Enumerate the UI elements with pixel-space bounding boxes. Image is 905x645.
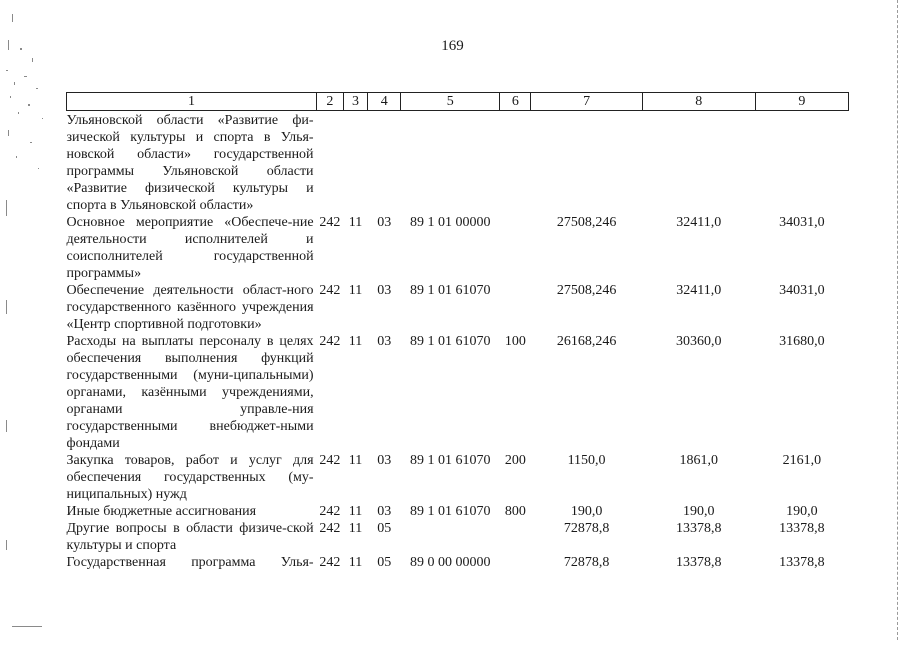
row-name: Обеспечение деятельности област-ного государственного казённого учреждения «Центр спортивной подготовки» xyxy=(66,283,314,332)
cell-amount-year-2 xyxy=(642,111,755,215)
cell-expense-type xyxy=(500,214,531,282)
header-col-5: 5 xyxy=(401,93,500,111)
header-col-4: 4 xyxy=(368,93,401,111)
cell-amount-year-1: 72878,8 xyxy=(563,521,610,536)
header-col-9: 9 xyxy=(755,93,848,111)
cell-target-article: 89 1 01 61070 xyxy=(410,453,491,468)
row-name: Государственная программа Улья- xyxy=(66,555,314,570)
table-row xyxy=(67,503,849,520)
budget-table xyxy=(66,92,849,571)
cell-target-article: 89 1 01 61070 xyxy=(410,283,491,298)
cell-amount-year-1: 190,0 xyxy=(570,504,603,519)
cell-ministry: 242 xyxy=(319,555,341,570)
header-col-7: 7 xyxy=(531,93,643,111)
row-name: Иные бюджетные ассигнования xyxy=(66,504,257,519)
cell-target-article: 89 0 00 00000 xyxy=(410,555,491,570)
cell-amount-year-3 xyxy=(755,111,848,215)
page-number: 169 xyxy=(441,38,464,54)
cell-expense-type xyxy=(500,282,531,333)
cell-amount-year-2: 13378,8 xyxy=(676,521,722,536)
cell-amount-year-1: 26168,246 xyxy=(556,334,617,349)
cell-target-article xyxy=(401,111,500,215)
cell-section: 11 xyxy=(348,504,363,519)
cell-amount-year-3: 34031,0 xyxy=(779,215,825,230)
table-row xyxy=(67,333,849,452)
header-col-6: 6 xyxy=(500,93,531,111)
cell-target-article: 89 1 01 61070 xyxy=(410,504,491,519)
cell-amount-year-1: 72878,8 xyxy=(563,555,610,570)
cell-subsection: 03 xyxy=(377,215,392,230)
cell-amount-year-2: 32411,0 xyxy=(676,215,722,230)
header-col-2: 2 xyxy=(317,93,344,111)
cell-ministry: 242 xyxy=(319,215,341,230)
row-name: Другие вопросы в области физиче-ской культуры и спорта xyxy=(66,521,314,553)
header-col-1: 1 xyxy=(67,93,317,111)
cell-amount-year-2: 32411,0 xyxy=(676,283,722,298)
cell-target-article: 89 1 01 00000 xyxy=(410,215,491,230)
cell-section: 11 xyxy=(348,555,363,570)
cell-amount-year-3: 13378,8 xyxy=(779,521,825,536)
cell-expense-type: 800 xyxy=(504,504,526,519)
cell-ministry: 242 xyxy=(319,521,341,536)
cell-amount-year-1: 27508,246 xyxy=(556,215,617,230)
cell-subsection: 03 xyxy=(377,283,392,298)
table-header-row xyxy=(67,93,849,111)
cell-section xyxy=(343,111,368,215)
cell-subsection xyxy=(368,111,401,215)
cell-amount-year-2: 190,0 xyxy=(683,504,715,519)
cell-amount-year-3: 2161,0 xyxy=(782,453,822,468)
cell-amount-year-1: 27508,246 xyxy=(556,283,617,298)
cell-subsection: 05 xyxy=(377,521,392,536)
cell-amount-year-3: 13378,8 xyxy=(779,555,825,570)
cell-expense-type: 200 xyxy=(504,453,526,468)
table-row xyxy=(67,111,849,215)
cell-expense-type: 100 xyxy=(504,334,526,349)
cell-target-article xyxy=(401,520,500,554)
cell-amount-year-1: 1150,0 xyxy=(567,453,606,468)
scan-left-edge-marks xyxy=(2,0,57,640)
cell-target-article: 89 1 01 61070 xyxy=(410,334,491,349)
cell-expense-type xyxy=(500,111,531,215)
cell-subsection: 03 xyxy=(377,504,392,519)
row-name: Ульяновской области «Развитие фи-зической культуры и спорта в Улья-новской области» государственной программы Ульяновской области «Развитие физической культуры и спорта в Ульяновской области» xyxy=(66,113,314,213)
cell-subsection: 05 xyxy=(377,555,392,570)
cell-ministry xyxy=(317,111,344,215)
table-row xyxy=(67,214,849,282)
cell-amount-year-3: 190,0 xyxy=(786,504,818,519)
cell-amount-year-3: 34031,0 xyxy=(779,283,825,298)
cell-amount-year-2: 30360,0 xyxy=(676,334,722,349)
row-name: Основное мероприятие «Обеспече-ние деятельности исполнителей и соисполнителей государственной программы» xyxy=(66,215,314,281)
cell-section: 11 xyxy=(348,215,363,230)
table-row xyxy=(67,554,849,571)
cell-subsection: 03 xyxy=(377,334,392,349)
scan-right-edge-line xyxy=(897,0,899,640)
cell-expense-type xyxy=(500,520,531,554)
cell-subsection: 03 xyxy=(377,453,392,468)
cell-amount-year-1 xyxy=(531,111,643,215)
cell-ministry: 242 xyxy=(319,504,341,519)
cell-section: 11 xyxy=(348,334,363,349)
cell-ministry: 242 xyxy=(319,283,341,298)
cell-amount-year-3: 31680,0 xyxy=(779,334,825,349)
table-row xyxy=(67,452,849,503)
cell-ministry: 242 xyxy=(319,334,341,349)
cell-amount-year-2: 13378,8 xyxy=(676,555,722,570)
table-row xyxy=(67,282,849,333)
cell-section: 11 xyxy=(348,283,363,298)
cell-expense-type xyxy=(500,554,531,571)
header-col-8: 8 xyxy=(642,93,755,111)
header-col-3: 3 xyxy=(343,93,368,111)
row-name: Закупка товаров, работ и услуг для обеспечения государственных (му-ниципальных) нужд xyxy=(66,453,314,502)
cell-section: 11 xyxy=(348,521,363,536)
cell-ministry: 242 xyxy=(319,453,341,468)
cell-amount-year-2: 1861,0 xyxy=(679,453,719,468)
cell-section: 11 xyxy=(348,453,363,468)
row-name: Расходы на выплаты персоналу в целях обеспечения выполнения функций государственными (муни-ципальными) органами, казёнными учреждениями, органами управле-ния государственными внебюджет-ными фондами xyxy=(66,334,314,451)
table-row xyxy=(67,520,849,554)
